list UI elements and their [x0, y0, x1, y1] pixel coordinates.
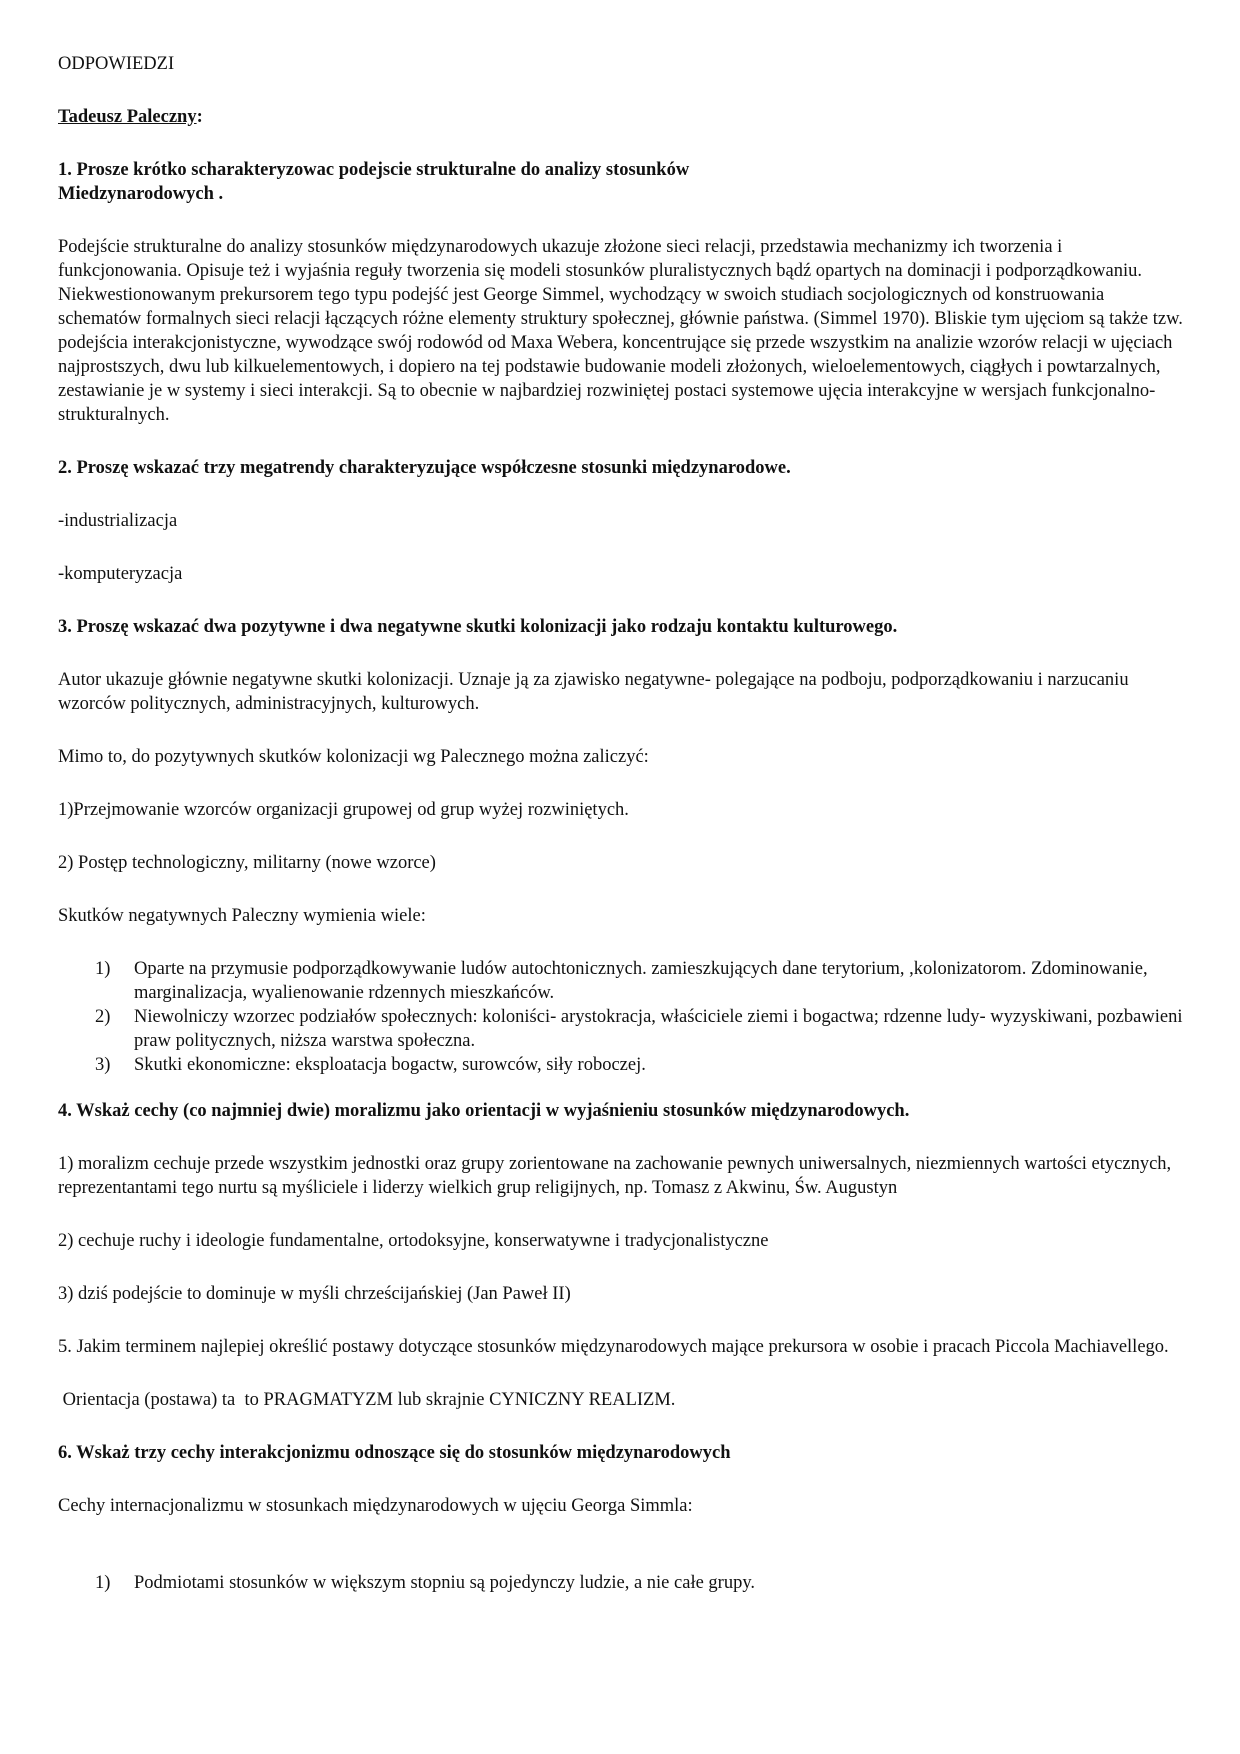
answer-4-item: 2) cechuje ruchy i ideologie fundamentalne, ortodoksyjne, konserwatywne i tradycjonalistyczne — [58, 1231, 769, 1251]
answer-2-item: -industrializacja — [58, 511, 178, 531]
list-item: 1) Podmiotami stosunków w większym stopniu są pojedynczy ludzie, a nie całe grupy. — [95, 1573, 756, 1593]
question-4: 4. Wskaż cechy (co najmniej dwie) moralizmu jako orientacji w wyjaśnieniu stosunków międzynarodowych. — [58, 1101, 910, 1121]
answer-3-paragraph: Mimo to, do pozytywnych skutków kolonizacji wg Palecznego można zaliczyć: — [58, 747, 649, 767]
answer-5: Orientacja (postawa) ta to PRAGMATYZM lub skrajnie CYNICZNY REALIZM. — [58, 1390, 676, 1410]
answer-4-item: 1) moralizm cechuje przede wszystkim jednostki oraz grupy zorientowane na zachowanie pewnych uniwersalnych, niezmiennych wartości etycznych, reprezentantami tego nurtu są myśliciele i liderzy wielkich grup religijnych, np. Tomasz z Akwinu, Św. Augustyn — [58, 1154, 1172, 1198]
list-item: 3) Skutki ekonomiczne: eksploatacja bogactw, surowców, siły roboczej. — [95, 1055, 646, 1075]
answer-6-intro: Cechy internacjonalizmu w stosunkach międzynarodowych w ujęciu Georga Simmla: — [58, 1496, 693, 1516]
answer-3-paragraph: Skutków negatywnych Paleczny wymienia wiele: — [58, 906, 426, 926]
answer-1: Podejście strukturalne do analizy stosunków międzynarodowych ukazuje złożone sieci relacji, przedstawia mechanizmy ich tworzenia i funkcjonowania. Opisuje też i wyjaśnia reguły tworzenia się modeli stosunków pluralistycznych bądź opartych na dominacji i podporządkowaniu. Niekwestionowanym prekursorem tego typu podejść jest George Simmel, wychodzący w swoich studiach socjologicznych od konstruowania schematów formalnych sieci relacji łączących różne elementy struktury społecznej, głównie państwa. (Simmel 1970). Bliskie tym ujęciom są także tzw. podejścia interakcjonistyczne, wywodzące swój rodowód od Maxa Webera, koncentrujące się przede wszystkim na analizie wzorów relacji w ujęciach najprostszych, dwu lub kilkuelementowych, i dopiero na tej podstawie budowanie modeli złożonych, wieloelementowych, ciągłych i powtarzalnych, zestawianie je w systemy i sieci interakcji. Są to obecnie w najbardziej rozwiniętej postaci systemowe ujęcia interakcyjne w wersjach funkcjonalno-strukturalnych. — [58, 237, 1183, 425]
question-5: 5. Jakim terminem najlepiej określić postawy dotyczące stosunków międzynarodowych mające prekursora w osobie i pracach Piccola Machiavellego. — [58, 1337, 1169, 1357]
question-1: 1. Prosze krótko scharakteryzowac podejscie strukturalne do analizy stosunków Miedzynarodowych . — [58, 160, 690, 204]
list-item: 1) Oparte na przymusie podporządkowywanie ludów autochtonicznych. zamieszkujących dane terytorium, ,kolonizatorom. Zdominowanie, marginalizacja, wyalienowanie rdzennych mieszkańców. — [95, 959, 1148, 1003]
document-page — [58, 52, 1183, 1595]
answer-4-item: 3) dziś podejście to dominuje w myśli chrześcijańskiej (Jan Paweł II) — [58, 1284, 571, 1304]
question-6: 6. Wskaż trzy cechy interakcjonizmu odnoszące się do stosunków międzynarodowych — [58, 1443, 731, 1463]
question-2: 2. Proszę wskazać trzy megatrendy charakteryzujące współczesne stosunki międzynarodowe. — [58, 458, 791, 478]
author-name: Tadeusz Paleczny — [58, 107, 197, 127]
negative-effects-list — [58, 957, 1183, 1077]
answer-3-paragraph: 2) Postęp technologiczny, militarny (nowe wzorce) — [58, 853, 436, 873]
document-header: ODPOWIEDZI — [58, 54, 175, 74]
question-3: 3. Proszę wskazać dwa pozytywne i dwa negatywne skutki kolonizacji jako rodzaju kontaktu kulturowego. — [58, 617, 898, 637]
answer-2-item: -komputeryzacja — [58, 564, 183, 584]
list-item: 2) Niewolniczy wzorzec podziałów społecznych: koloniści- arystokracja, właściciele ziemi i bogactwa; rdzenne ludy- wyzyskiwani, pozbawieni praw politycznych, niższa warstwa społeczna. — [95, 1007, 1183, 1051]
answer-3-paragraph: Autor ukazuje głównie negatywne skutki kolonizacji. Uznaje ją za zjawisko negatywne- polegające na podboju, podporządkowaniu i narzucaniu wzorców politycznych, administracyjnych, kulturowych. — [58, 670, 1129, 714]
author-heading: Tadeusz Paleczny: — [58, 107, 203, 127]
interactionism-list — [58, 1571, 1183, 1595]
answer-3-paragraph: 1)Przejmowanie wzorców organizacji grupowej od grup wyżej rozwiniętych. — [58, 800, 629, 820]
